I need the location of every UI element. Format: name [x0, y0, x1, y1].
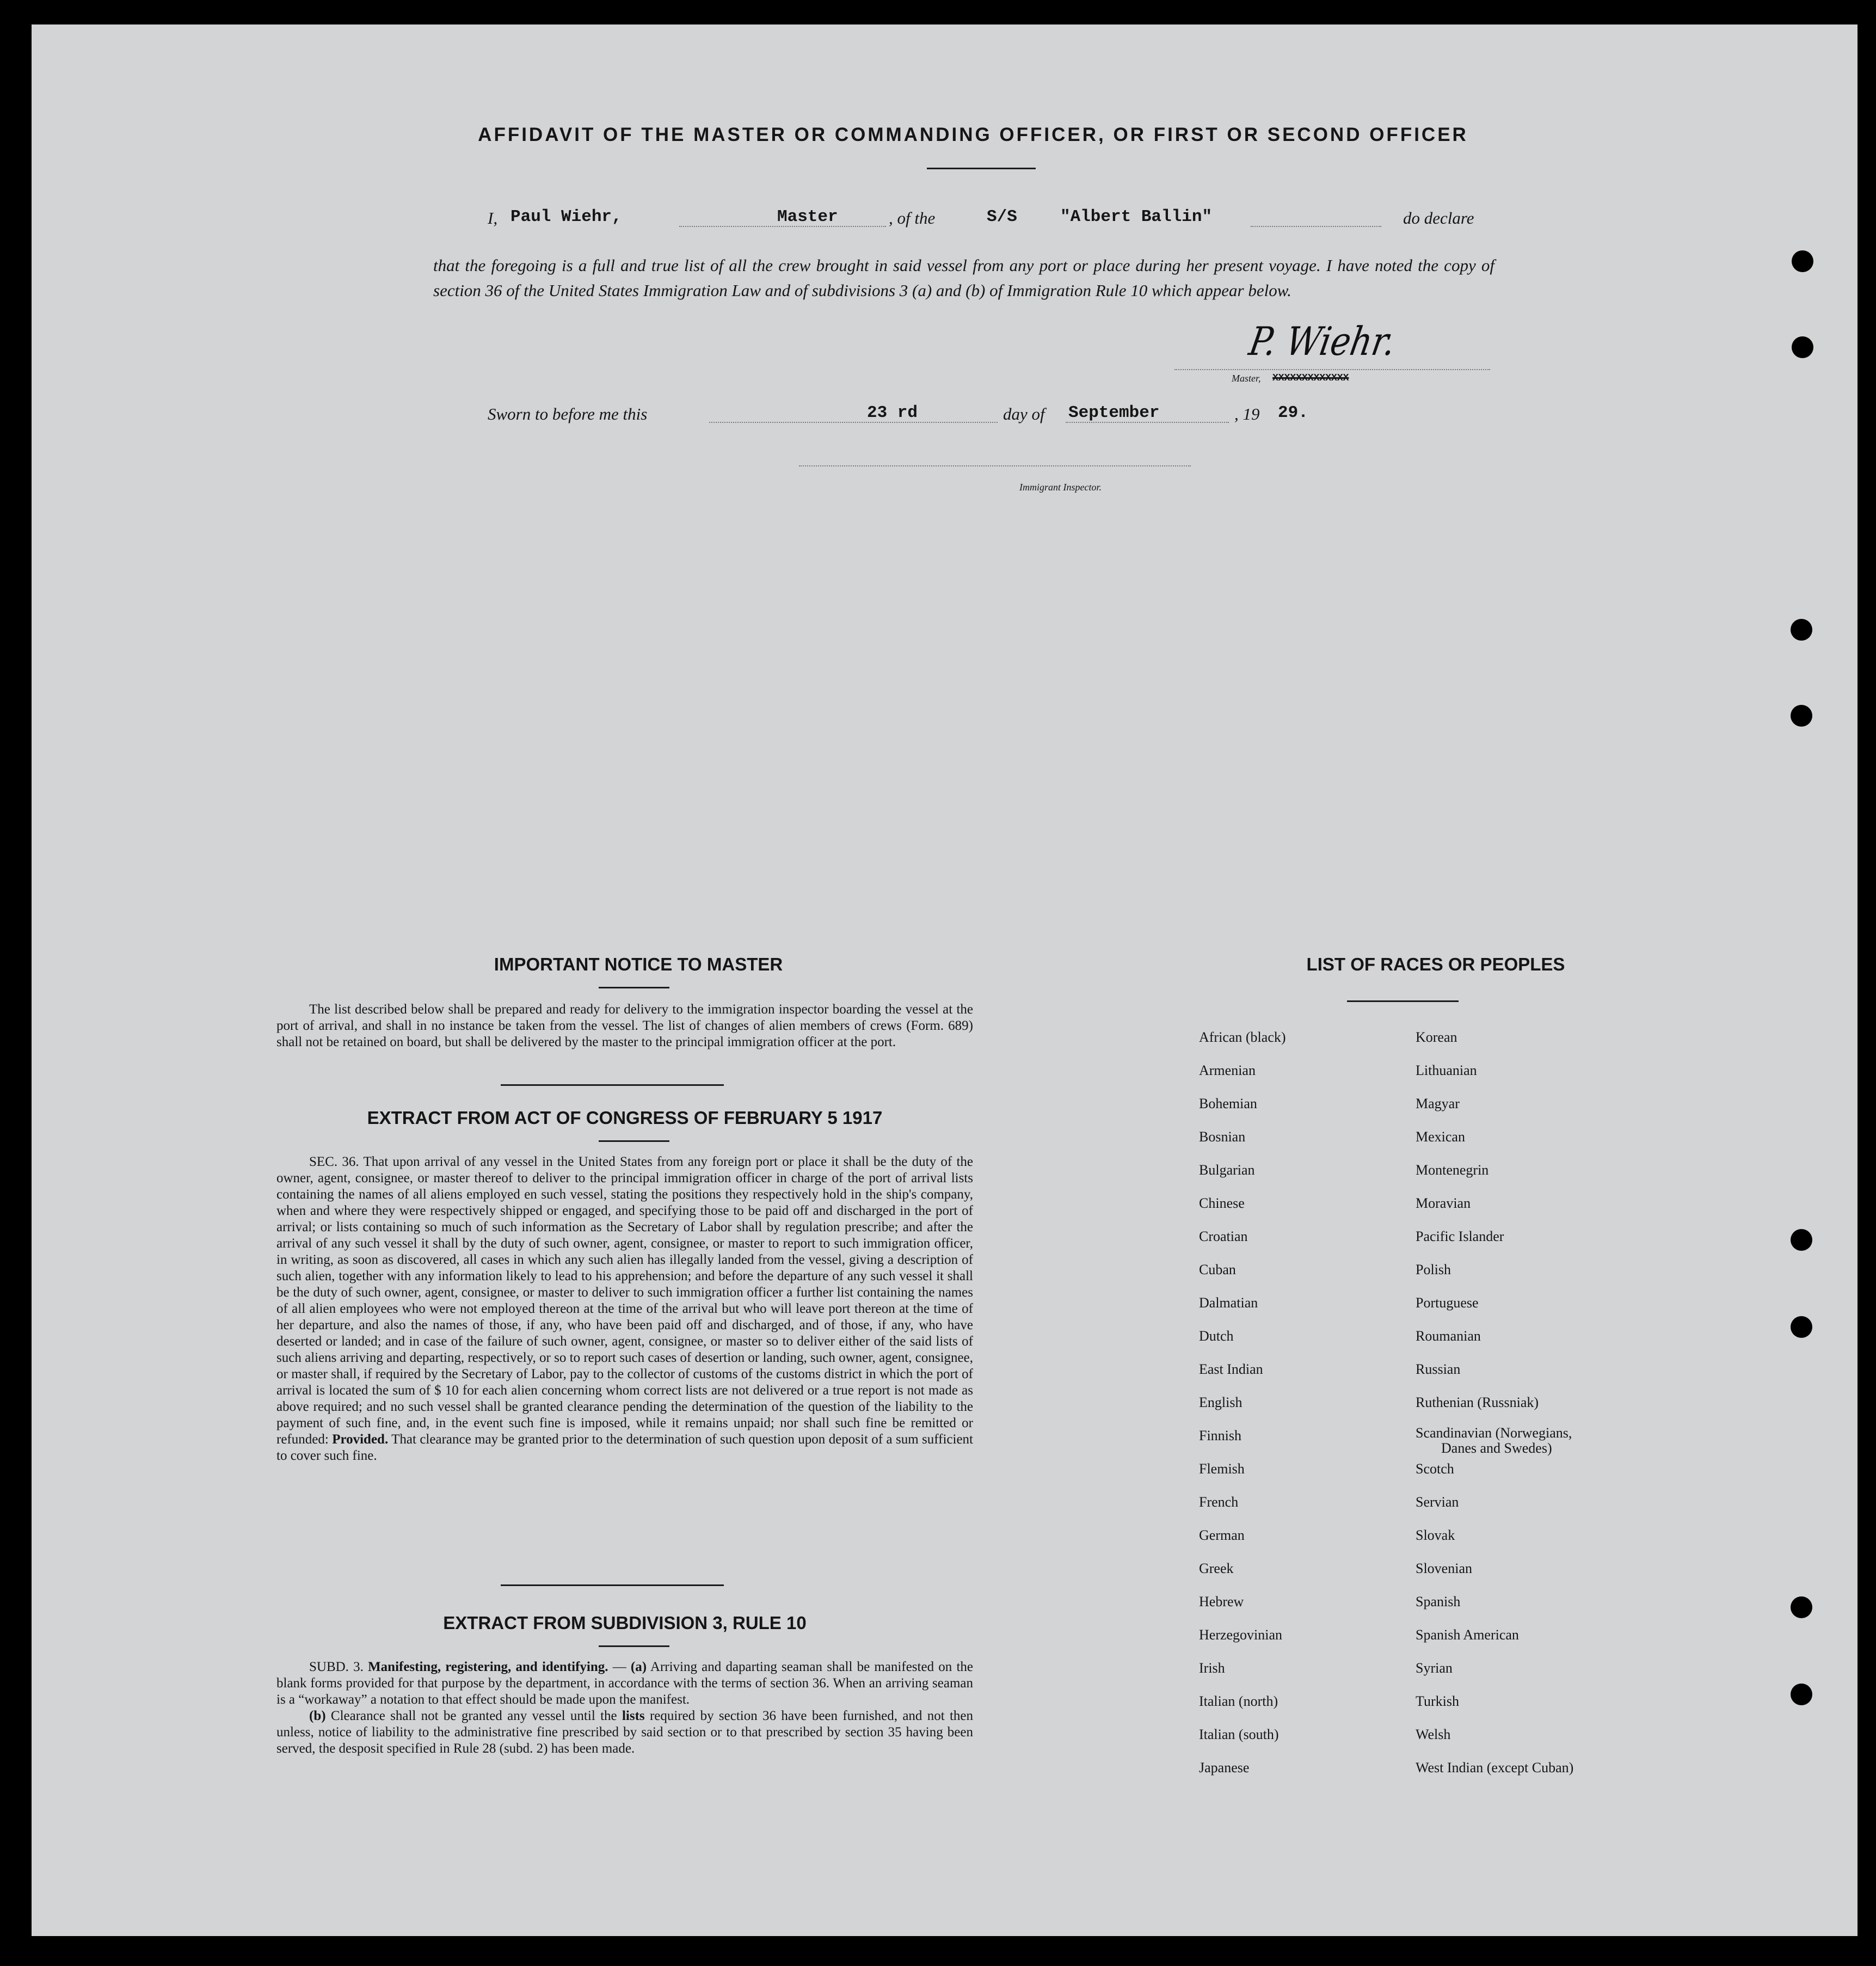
act-underline: [599, 1140, 669, 1142]
race-item: West Indian (except Cuban): [1416, 1760, 1574, 1775]
master-signature: P. Wiehr.: [1246, 318, 1399, 364]
signature-dotline: [1174, 369, 1490, 370]
race-item: Irish: [1199, 1660, 1225, 1676]
vessel-prefix: S/S: [987, 207, 1017, 226]
race-item: Croatian: [1199, 1228, 1248, 1244]
b-text1: Clearance shall not be granted any vessel until the: [330, 1709, 617, 1723]
race-item: African (black): [1199, 1029, 1286, 1045]
race-item: Scotch: [1416, 1461, 1454, 1477]
race-item: Greek: [1199, 1560, 1234, 1576]
sworn-month: September: [1068, 403, 1160, 422]
race-item: English: [1199, 1394, 1243, 1410]
punch-hole: [1791, 1229, 1812, 1251]
race-item: Hebrew: [1199, 1594, 1244, 1609]
race-item: German: [1199, 1527, 1245, 1543]
notice-text: [276, 1002, 973, 1050]
punch-hole: [1791, 1596, 1812, 1618]
rule-paragraph-b: [276, 1708, 973, 1757]
race-item: Welsh: [1416, 1727, 1451, 1742]
rule-paragraph-a: [276, 1659, 973, 1708]
notice-title: IMPORTANT NOTICE TO MASTER: [494, 954, 783, 974]
punch-hole: [1791, 619, 1812, 641]
b-lists: lists: [622, 1709, 645, 1723]
race-item: Syrian: [1416, 1660, 1453, 1676]
sworn-year: 29.: [1278, 403, 1308, 422]
act-provided: Provided.: [332, 1432, 389, 1447]
race-item: Russian: [1416, 1361, 1461, 1377]
subd-heading: Manifesting, registering, and identifying.: [368, 1660, 608, 1674]
race-item: Slovak: [1416, 1527, 1455, 1543]
race-item: Polish: [1416, 1262, 1451, 1277]
act-tail-text: That clearance may be granted prior to the determination of such question upon deposit of a sum sufficient to cover such fine.: [276, 1432, 973, 1463]
rule-title: EXTRACT FROM SUBDIVISION 3, RULE 10: [443, 1613, 807, 1633]
subd-dash: —: [608, 1660, 631, 1674]
races-title: LIST OF RACES OR PEOPLES: [1306, 954, 1565, 974]
race-item: Cuban: [1199, 1262, 1236, 1277]
race-item: Bosnian: [1199, 1129, 1246, 1145]
sworn-day: 23 rd: [867, 403, 918, 422]
act-text: [276, 1154, 973, 1464]
race-item: Chinese: [1199, 1195, 1245, 1211]
year-prefix: , 19: [1234, 404, 1260, 423]
b-text2: required by section 36 have been furnished, and not then unless, notice of liability to the administrative fine prescribed by said section or to that prescribed by section 35 having been served, the desposit specified in Rule 28 (subd. 2) has been made.: [276, 1709, 974, 1756]
races-underline: [1347, 1000, 1459, 1002]
race-item: Herzegovinian: [1199, 1627, 1283, 1643]
document-page: [32, 24, 1857, 1936]
day-of-label: day of: [1003, 404, 1045, 423]
act-main-text: SEC. 36. That upon arrival of any vessel in the United States from any foreign port or place it shall be the duty of the owner, agent, consignee, or master thereof to deliver to the principal immigration officer in charge of the port of arrival lists containing the names of all aliens employed en such vessel, stating the positions they respectively hold in the ship's company, when and where they were respectively shipped or engaged, and specifying those to be paid off and discharged in the port of arrival; or lists containing so much of such information as the Secretary of Labor shall by regulation prescribe; and after the arrival of any such vessel it shall by the duty of such owner, agent, consignee, or master to report to such immigration officer, in writing, as soon as discovered, all cases in which any such alien has illegally landed from the vessel, giving a description of such alien, together with any information likely to lead to his apprehension; and before the departure of any such vessel it shall be the duty of such owner, agent, consignee, or master to deliver to such immigration officer a further list containing the names of all alien employees who were not employed thereon at the time of the arrival but who will leave port thereon at the time of her departure, and also the names of those, if any, who have been paid off and discharged, and of those, if any, who have deserted or landed; and in case of the failure of such owner, agent, consignee, or master so to deliver either of the said lists of such aliens arriving and departing, respectively, or so to report such cases of desertion or landing, such owner, agent, consignee, or master shall, if required by the Secretary of Labor, pay to the collector of customs of the customs district in which the port of arrival is located the sum of $ 10 for each alien concerning whom correct lists are not delivered or a true report is not made as above required; and no such vessel shall be granted clearance pending the determination of the question of the liability to the payment of such fine, and, in the event such fine is imposed, while it remains unpaid; nor shall such fine be remitted or refunded:: [276, 1154, 973, 1447]
do-declare-label: do declare: [1403, 208, 1474, 228]
race-item: Bulgarian: [1199, 1162, 1255, 1178]
b-label: (b): [309, 1709, 326, 1723]
race-item: Montenegrin: [1416, 1162, 1489, 1178]
race-item: Japanese: [1199, 1760, 1250, 1775]
act-paragraph: [276, 1154, 973, 1464]
race-item: Lithuanian: [1416, 1062, 1477, 1078]
subd-label: SUBD. 3.: [309, 1660, 364, 1674]
a-label: (a): [630, 1660, 647, 1674]
inspector-dotline: [799, 465, 1191, 466]
race-item: Turkish: [1416, 1693, 1459, 1709]
struck-title: XXXXXXXXXXXXX: [1272, 373, 1349, 384]
race-item: Magyar: [1416, 1096, 1460, 1111]
affidavit-title: AFFIDAVIT OF THE MASTER OR COMMANDING OFFICER, OR FIRST OR SECOND OFFICER: [478, 124, 1468, 145]
master-name: Paul Wiehr,: [510, 207, 622, 226]
race-item: Italian (north): [1199, 1693, 1278, 1709]
master-rank: Master: [777, 207, 838, 226]
inspector-label: Immigrant Inspector.: [1019, 482, 1102, 493]
race-item: Slovenian: [1416, 1560, 1472, 1576]
race-item: Pacific Islander: [1416, 1228, 1504, 1244]
master-label: Master,: [1232, 373, 1261, 384]
race-item: French: [1199, 1494, 1239, 1510]
vessel-dotline: [1251, 226, 1381, 227]
notice-paragraph: The list described below shall be prepared and ready for delivery to the immigration inspector boarding the vessel at the port of arrival, and shall in no instance be taken from the vessel. The list of changes of alien members of crews (Form. 689) shall not be retained on board, but shall be delivered by the master to the principal immigration officer at the port.: [276, 1002, 973, 1049]
race-item: Spanish American: [1416, 1627, 1519, 1643]
rule-text: [276, 1659, 973, 1757]
pronoun: I,: [488, 208, 498, 228]
sworn-label: Sworn to before me this: [488, 404, 648, 423]
rule-underline: [599, 1645, 669, 1647]
vessel-name: "Albert Ballin": [1060, 207, 1213, 226]
notice-underline: [599, 987, 669, 988]
race-item: Korean: [1416, 1029, 1457, 1045]
race-item: Portuguese: [1416, 1295, 1479, 1311]
of-the-label: , of the: [889, 208, 936, 228]
race-item: Roumanian: [1416, 1328, 1481, 1344]
race-item: Scandinavian (Norwegians,: [1416, 1425, 1572, 1441]
day-dotline: [709, 422, 998, 423]
race-item: Flemish: [1199, 1461, 1245, 1477]
race-item: Italian (south): [1199, 1727, 1279, 1742]
race-item: Spanish: [1416, 1594, 1461, 1609]
punch-hole: [1792, 336, 1813, 358]
race-item: Armenian: [1199, 1062, 1256, 1078]
race-item: Dalmatian: [1199, 1295, 1258, 1311]
race-item: Mexican: [1416, 1129, 1465, 1145]
punch-hole: [1791, 705, 1812, 727]
race-item: Dutch: [1199, 1328, 1234, 1344]
race-item: East Indian: [1199, 1361, 1263, 1377]
race-item: Finnish: [1199, 1428, 1242, 1443]
title-underline: [927, 168, 1036, 169]
affidavit-body: that the foregoing is a full and true list of all the crew brought in said vessel from any port or place during her present voyage. I have noted the copy of section 36 of the United States Immigration Law and of subdivisions 3 (a) and (b) of Immigration Rule 10 which appear below.: [433, 256, 1494, 300]
race-item: Servian: [1416, 1494, 1459, 1510]
race-item: Danes and Swedes): [1441, 1440, 1552, 1456]
race-item: Moravian: [1416, 1195, 1471, 1211]
race-item: Ruthenian (Russniak): [1416, 1394, 1539, 1410]
notice-separator: [501, 1084, 724, 1086]
race-item: Bohemian: [1199, 1096, 1257, 1111]
act-title: EXTRACT FROM ACT OF CONGRESS OF FEBRUARY 5 1917: [367, 1108, 883, 1128]
act-separator: [501, 1584, 724, 1586]
a-text: Arriving and daparting seaman shall be manifested on the blank forms provided for that purpose by the department, in accordance with the terms of section 36. When an arriving seaman is a “workaway” a notation to that effect should be made upon the manifest.: [276, 1660, 973, 1707]
punch-hole: [1792, 250, 1813, 272]
punch-hole: [1791, 1684, 1812, 1705]
punch-hole: [1791, 1316, 1812, 1338]
